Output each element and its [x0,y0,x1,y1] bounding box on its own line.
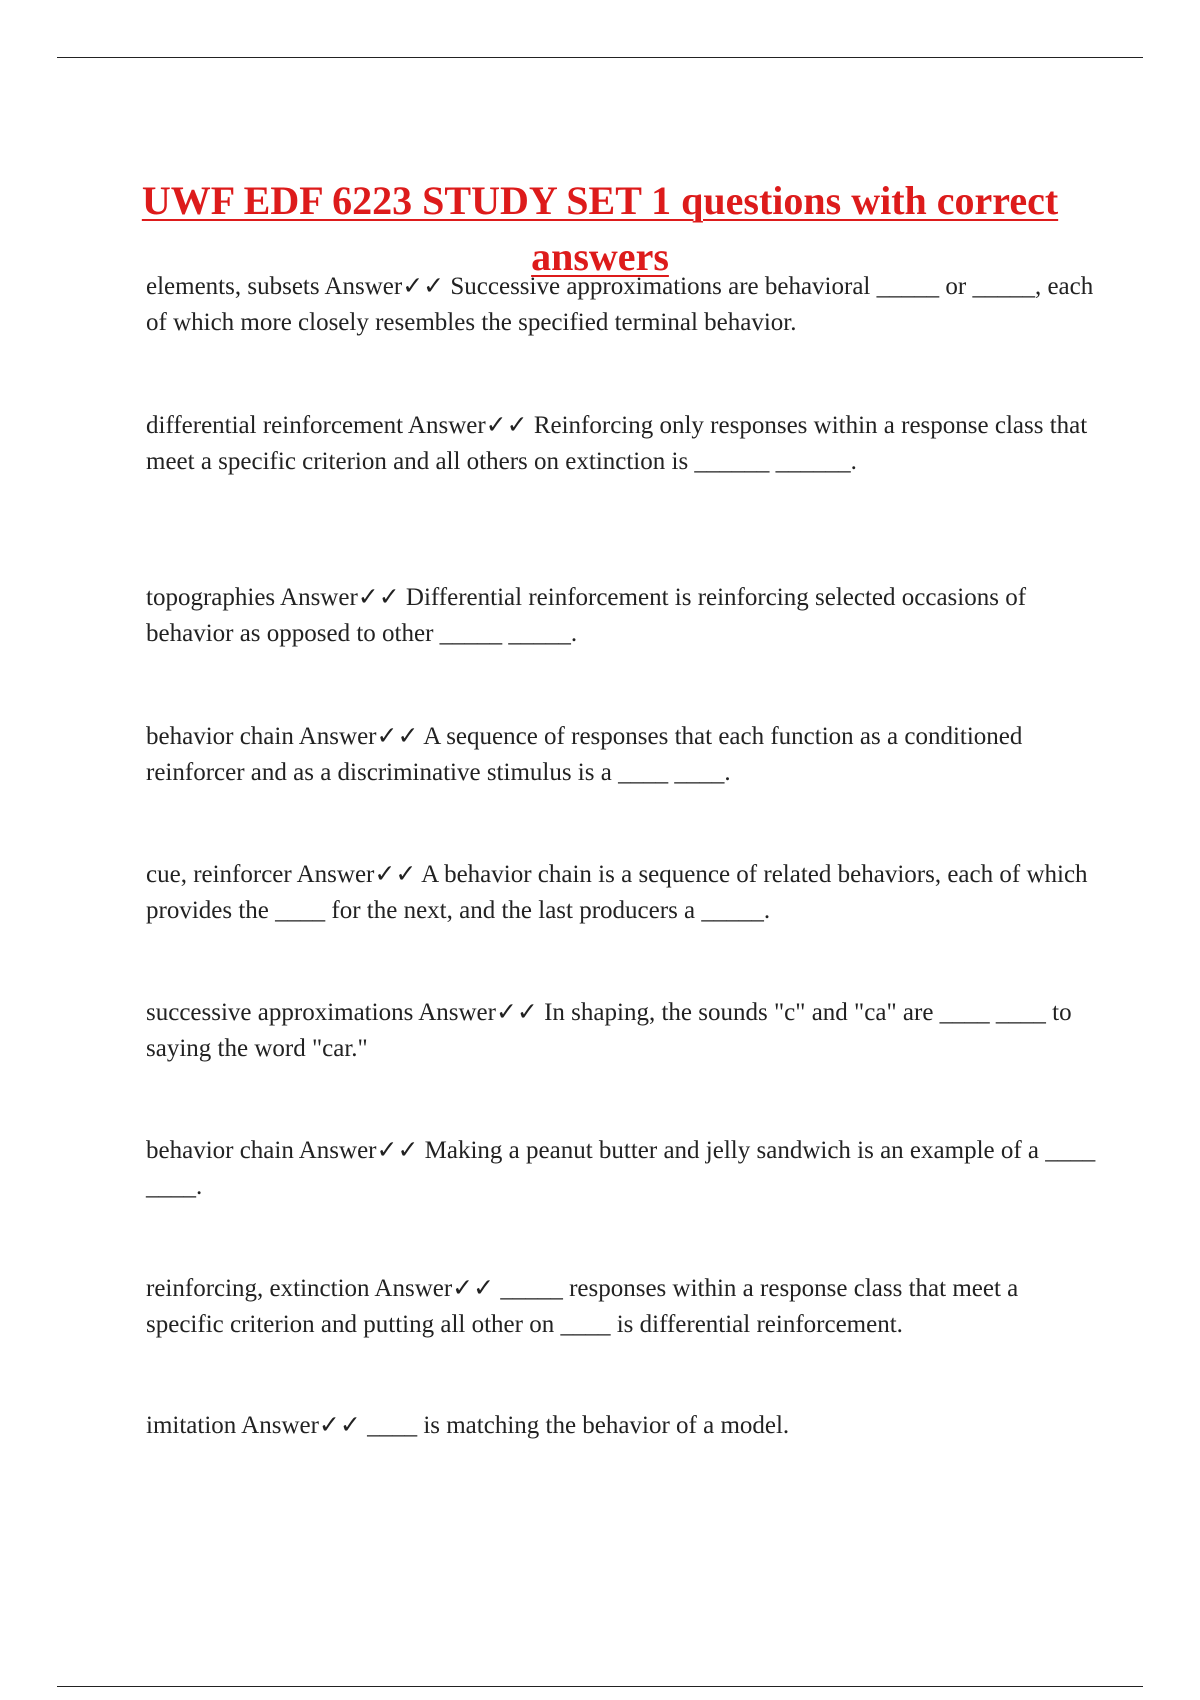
answer-text: topographies [146,584,276,611]
top-rule [57,57,1143,58]
question-text: A sequence of responses that each function as a conditioned reinforcer and as a discriminative stimulus is a ____ ____. [146,723,1023,786]
answer-label: Answer✓✓ [298,723,419,750]
qa-item-2 [146,408,1096,480]
answer-label: Answer✓✓ [418,999,538,1026]
answer-label: Answer✓✓ [324,273,445,300]
question-text: Successive approximations are behavioral _____ or _____, each of which more closely resembles the specified terminal behavior. [146,273,1094,336]
bottom-rule [57,1686,1143,1687]
qa-item-5 [146,857,1096,929]
question-text: ____ is matching the behavior of a model. [367,1412,790,1439]
qa-item-4 [146,719,1096,791]
answer-text: behavior chain [146,723,294,750]
answer-label: Answer✓✓ [374,1275,495,1302]
document-title: UWF EDF 6223 STUDY SET 1 questions with correct answers [141,177,1059,279]
answer-text: cue, reinforcer [146,861,292,888]
answer-text: successive approximations [146,999,414,1026]
qa-item-1 [146,269,1096,341]
answer-text: behavior chain [146,1137,294,1164]
question-text: Differential reinforcement is reinforcing selected occasions of behavior as opposed to other _____ _____. [146,584,1027,647]
answer-label: Answer✓✓ [280,584,400,611]
qa-item-6 [146,995,1096,1067]
answer-text: elements, subsets [146,273,320,300]
answer-label: Answer✓✓ [241,1412,361,1439]
question-text: In shaping, the sounds "c" and "ca" are ____ ____ to saying the word "car." [146,999,1072,1062]
answer-label: Answer✓✓ [298,1137,419,1164]
question-text: _____ responses within a response class that meet a specific criterion and putting all other on ____ is differential reinforcement. [146,1275,1019,1338]
answer-text: differential reinforcement [146,412,404,439]
answer-text: imitation [146,1412,237,1439]
qa-item-3 [146,580,1096,652]
qa-item-8 [146,1271,1096,1343]
answer-label: Answer✓✓ [296,861,417,888]
question-text: Making a peanut butter and jelly sandwich is an example of a ____ ____. [146,1137,1096,1200]
qa-item-7 [146,1133,1096,1205]
question-text: A behavior chain is a sequence of related behaviors, each of which provides the ____ for the next, and the last producers a _____. [146,861,1088,924]
answer-text: reinforcing, extinction [146,1275,370,1302]
answer-label: Answer✓✓ [407,412,528,439]
qa-item-9 [146,1408,1096,1444]
question-text: Reinforcing only responses within a response class that meet a specific criterion and all others on extinction is ______ ______. [146,412,1088,475]
